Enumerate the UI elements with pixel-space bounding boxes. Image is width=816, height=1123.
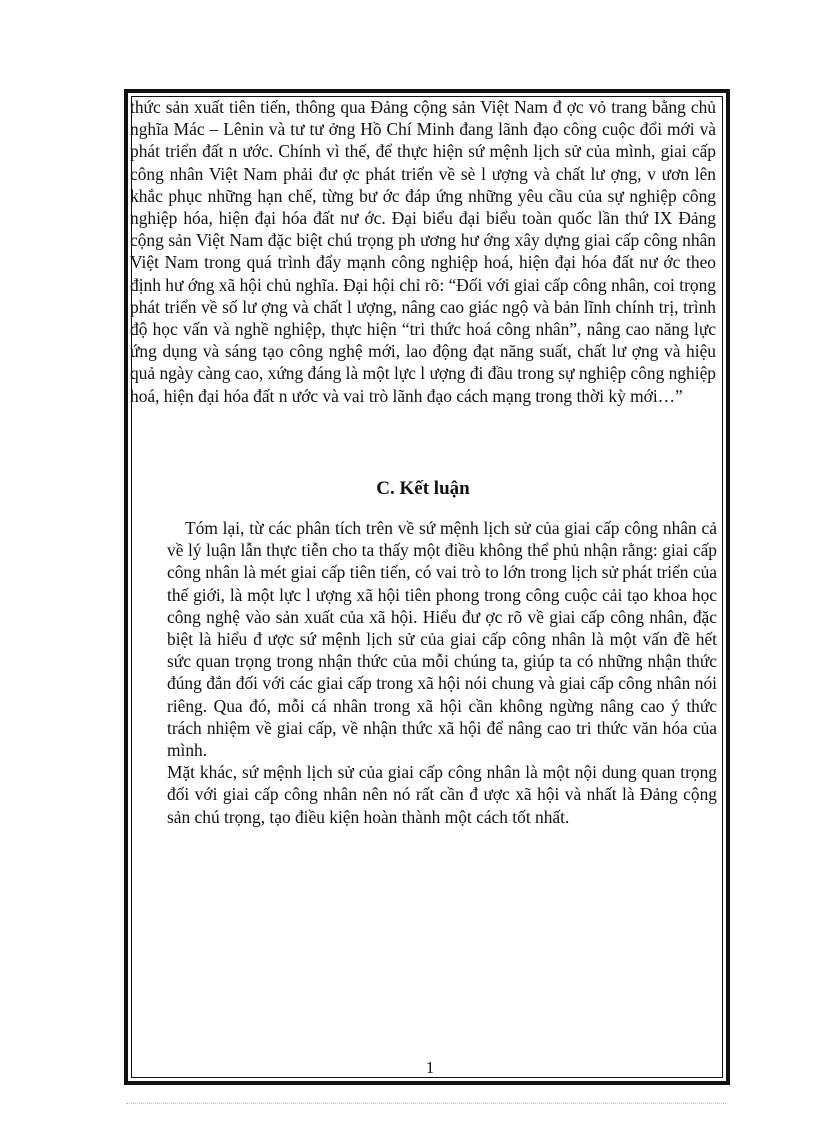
section-heading: C. Kết luận: [376, 478, 470, 499]
conclusion-section: [167, 517, 717, 828]
page-number: 1: [425, 1058, 435, 1077]
intro-paragraph: thức sản xuất tiên tiến, thông qua Đảng cộng sản Việt Nam đ ợc vỏ trang bằng chủ nghĩa Mác – Lênin và tư tư ởng Hồ Chí Minh đang lãnh đạo công cuộc đổi mới và phát triển đất n ước. Chính vì thế, để thực hiện sứ mệnh lịch sử của mình, giai cấp công nhân Việt Nam phải đư ợc phát triển về sè l ượng và chất lư ợng, v ươn lên khắc phục những hạn chế, từng bư ớc đáp ứng những yêu cầu của sự nghiệp công nghiệp hóa, hiện đại hóa đất nư ớc. Đại biểu đại biểu toàn quốc lần thứ IX Đảng cộng sản Việt Nam đặc biệt chú trọng ph ương hư ớng xây dựng giai cấp công nhân Việt Nam trong quá trình đẩy mạnh công nghiệp hoá, hiện đại hóa đất nư ớc theo định hư ớng xã hội chủ nghĩa. Đại hội chỉ rõ: “Đối với giai cấp công nhân, coi trọng phát triển về số lư ợng và chất l ượng, nâng cao giác ngộ và bản lĩnh chính trị, trình độ học vấn và nghề nghiệp, thực hiện “tri thức hoá công nhân”, nâng cao năng lực ứng dụng và sáng tạo công nghệ mới, lao động đạt năng suất, chất lư ợng và hiệu quả ngày càng cao, xứng đáng là một lực l ượng đi đầu trong sự nghiệp công nghiệp hoá, hiện đại hóa đất n ước và vai trò lãnh đạo cách mạng trong thời kỳ mới…”: [130, 97, 716, 406]
conclusion-paragraph-1: Tóm lại, từ các phân tích trên về sứ mệnh lịch sử của giai cấp công nhân cả về lý luận lẫn thực tiễn cho ta thấy một điều không thể phủ nhận rằng: giai cấp công nhân là mét giai cấp tiên tiến, có vai trò to lớn trong lịch sử phát triển của thế giới, là một lực l ượng xã hội tiên phong trong công cuộc cải tạo khoa học công nghệ vào sản xuất của xã hội. Hiểu đư ợc rõ về giai cấp công nhân, đặc biệt là hiểu đ ược sứ mệnh lịch sử của giai cấp công nhân là một vấn đề hết sức quan trọng trong nhận thức của mỗi chúng ta, giúp ta có những nhận thức đúng đắn đối với các giai cấp trong xã hội nói chung và giai cấp công nhân nói riêng. Qua đó, mỗi cá nhân trong xã hội cần không ngừng nâng cao ý thức trách nhiệm về giai cấp, về nhận thức xã hội để nâng cao tri thức văn hóa của mình.: [167, 518, 717, 761]
footer-divider: [126, 1103, 726, 1104]
conclusion-paragraph-2: Mặt khác, sứ mệnh lịch sử của giai cấp công nhân là một nội dung quan trọng đối với giai cấp công nhân nên nó rất cần đ ược xã hội và nhất là Đảng cộng sản chú trọng, tạo điều kiện hoàn thành một cách tốt nhất.: [167, 762, 717, 827]
